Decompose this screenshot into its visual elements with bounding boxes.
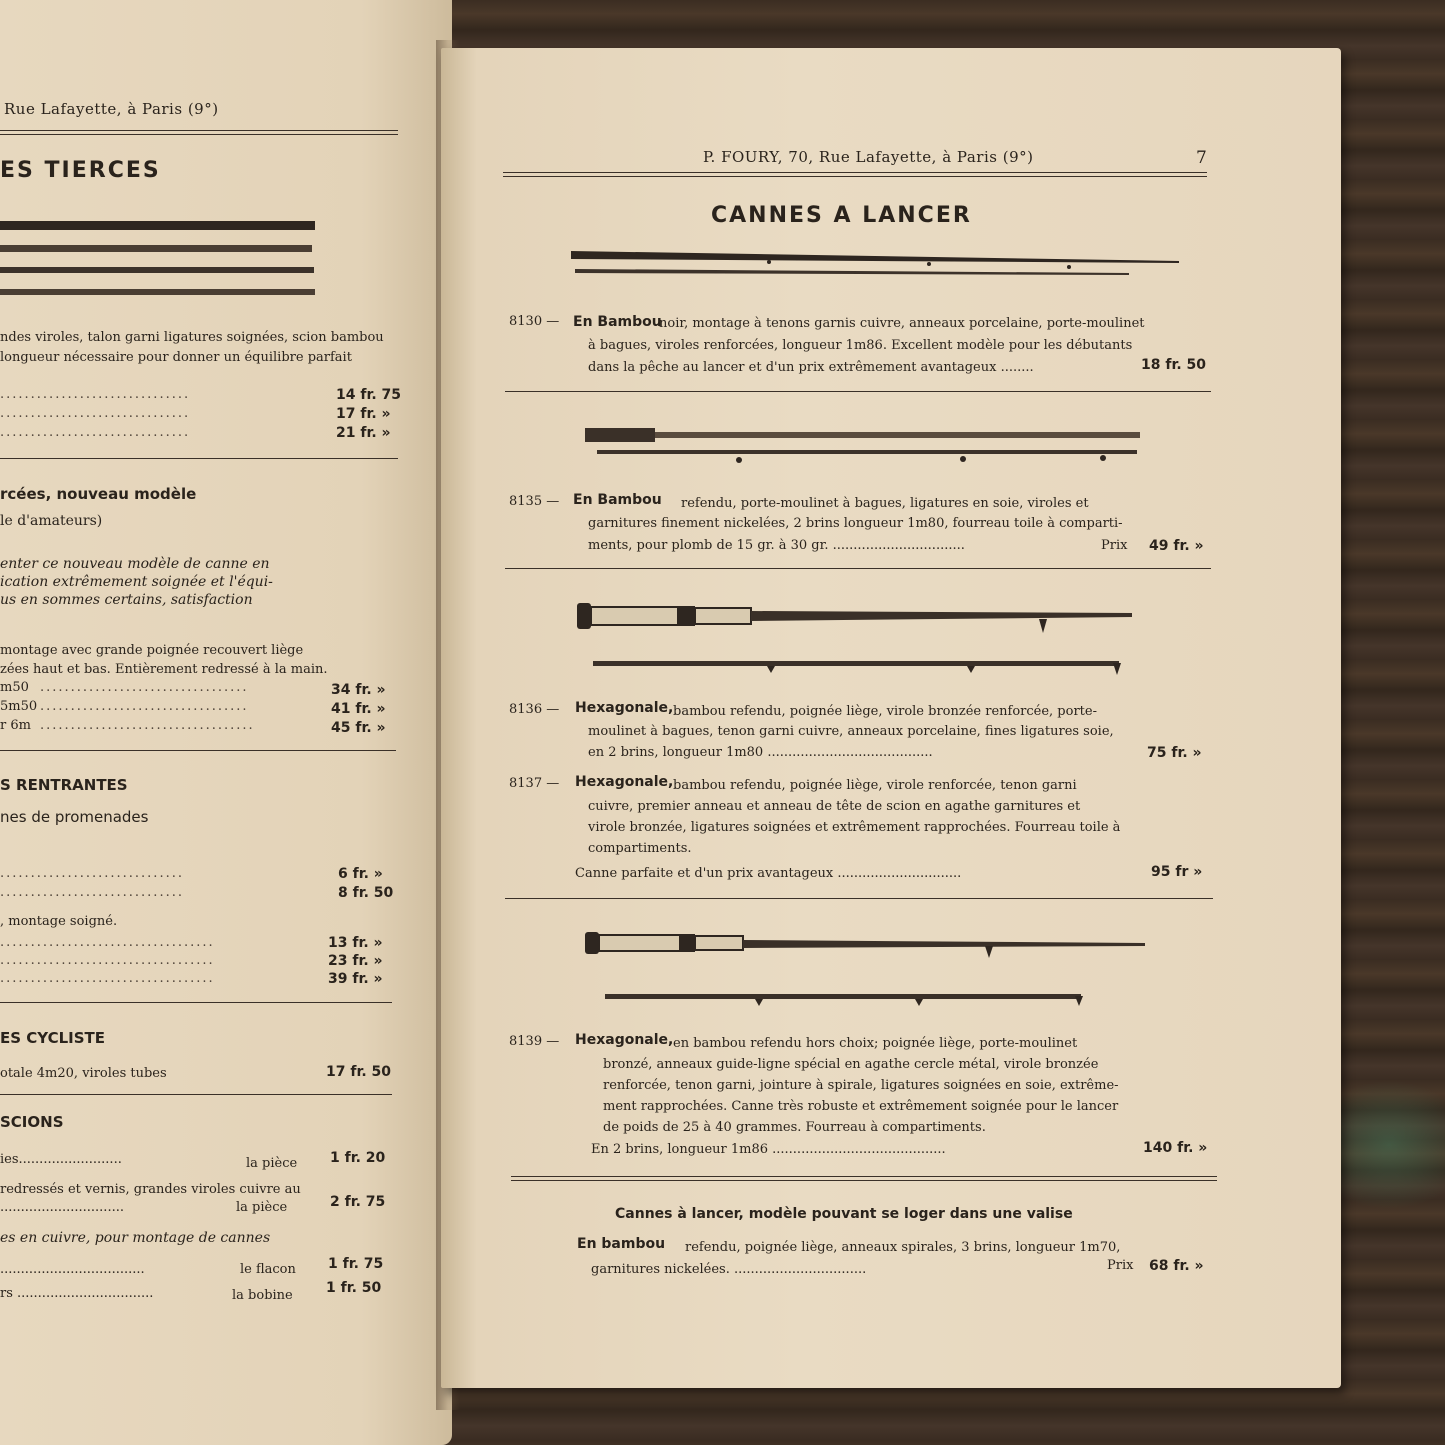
item-8130-line-2: à bagues, viroles renforcées, longueur 1m86. Excellent modèle pour les débutants — [588, 338, 1133, 353]
item-8139-line-2: bronzé, anneaux guide-ligne spécial en agathe cercle métal, virole bronzée — [603, 1057, 1099, 1072]
item-8135-price-label: Prix — [1101, 538, 1128, 553]
item-8139-line-1: en bambou refendu hors choix; poignée liège, porte-moulinet — [673, 1036, 1078, 1051]
item-8130-line-1: noir, montage à tenons garnis cuivre, anneaux porcelaine, porte-moulinet — [659, 316, 1145, 331]
valise-price-label: Prix — [1107, 1258, 1134, 1273]
left-price-5: 41 fr. » — [331, 701, 386, 717]
right-header-rule — [503, 172, 1207, 177]
left-rule-4 — [0, 1094, 392, 1095]
left-desc-line-1: ndes viroles, talon garni ligatures soignées, scion bambou — [0, 330, 384, 345]
left-dots-5: .................................. — [40, 699, 249, 714]
left-price-2: 17 fr. » — [336, 406, 391, 422]
right-page-header: P. FOURY, 70, Rue Lafayette, à Paris (9°) — [703, 148, 1034, 166]
left-section-4-text: otale 4m20, viroles tubes — [0, 1066, 167, 1081]
item-8139-line-4: ment rapprochées. Canne très robuste et extrêmement soignée pour le lancer — [603, 1099, 1119, 1114]
left-page — [0, 0, 452, 1445]
left-length-2: 5m50 — [0, 699, 38, 714]
right-rule-2 — [505, 568, 1211, 569]
left-length-1: m50 — [0, 680, 29, 695]
left-scion-price-3: 2 fr. 75 — [330, 1194, 386, 1210]
left-scion-row-3: .............................. — [0, 1200, 124, 1215]
item-8136-line-1: bambou refendu, poignée liège, virole bronzée renforcée, porte- — [673, 704, 1097, 719]
left-scion-row-5: rs ................................. — [0, 1286, 154, 1301]
item-8139-name: Hexagonale, — [575, 1032, 674, 1048]
item-8137-line-4: compartiments. — [588, 841, 692, 856]
left-dots-4: .................................. — [40, 680, 249, 695]
left-price-9: 13 fr. » — [328, 935, 383, 951]
left-italic-1: enter ce nouveau modèle de canne en — [0, 556, 270, 572]
left-section-3-text: , montage soigné. — [0, 914, 118, 929]
item-8139-extra: En 2 brins, longueur 1m86 .......................................... — [591, 1142, 946, 1157]
item-8139-ref: 8139 — — [509, 1034, 560, 1049]
rods-illustration-left — [0, 215, 320, 305]
left-dots-10: ................................... — [0, 953, 215, 968]
item-8137-line-2: cuivre, premier anneau et anneau de tête de scion en agathe garnitures et — [588, 799, 1081, 814]
item-8135-line-2: garnitures finement nickelées, 2 brins longueur 1m80, fourreau toile à comparti- — [588, 516, 1123, 531]
left-price-6: 45 fr. » — [331, 720, 386, 736]
left-rule-2 — [0, 750, 396, 751]
left-scion-unit-5: la bobine — [232, 1288, 293, 1303]
left-section-3-title: S RENTRANTES — [0, 776, 128, 794]
valise-name: En bambou — [577, 1236, 666, 1252]
left-price-11: 39 fr. » — [328, 971, 383, 987]
left-price-1: 14 fr. 75 — [336, 387, 402, 403]
item-8130-price: 18 fr. 50 — [1141, 357, 1207, 373]
left-dots-1: ............................... — [0, 387, 191, 402]
left-price-10: 23 fr. » — [328, 953, 383, 969]
left-section-3-sub: nes de promenades — [0, 808, 149, 826]
item-8137-ref: 8137 — — [509, 776, 560, 791]
item-8135-line-1: refendu, porte-moulinet à bagues, ligatures en soie, viroles et — [681, 496, 1089, 511]
left-section-2-title: rcées, nouveau modèle — [0, 485, 197, 503]
item-8137-price: 95 fr » — [1151, 864, 1203, 880]
left-scion-row-2: redressés et vernis, grandes viroles cuivre au — [0, 1182, 301, 1197]
left-scion-row-1: ies......................... — [0, 1152, 122, 1167]
left-section-title: ES TIERCES — [0, 158, 161, 183]
item-8130-line-3: dans la pêche au lancer et d'un prix extrêmement avantageux ........ — [588, 360, 1034, 375]
item-8139-line-3: renforcée, tenon garni, jointure à spirale, ligatures soignées en soie, extrême- — [603, 1078, 1119, 1093]
left-price-7: 6 fr. » — [338, 866, 383, 882]
left-scion-unit-3: la pièce — [236, 1200, 288, 1215]
right-rule-1 — [505, 391, 1211, 392]
left-page-header: Rue Lafayette, à Paris (9°) — [4, 100, 219, 118]
item-8136-line-2: moulinet à bagues, tenon garni cuivre, anneaux porcelaine, fines ligatures soie, — [588, 724, 1114, 739]
left-desc-line-2: longueur nécessaire pour donner un équilibre parfait — [0, 350, 352, 365]
left-section-2-text-2: zées haut et bas. Entièrement redressé à la main. — [0, 662, 328, 677]
item-8137-extra: Canne parfaite et d'un prix avantageux .............................. — [575, 866, 962, 881]
item-8135-line-3: ments, pour plomb de 15 gr. à 30 gr. ................................ — [588, 538, 965, 553]
left-scion-unit-4: le flacon — [240, 1262, 296, 1277]
left-price-8: 8 fr. 50 — [338, 885, 394, 901]
left-rule-3 — [0, 1002, 392, 1003]
valise-line-2: garnitures nickelées. ................................ — [591, 1262, 867, 1277]
item-8139-price: 140 fr. » — [1143, 1140, 1208, 1156]
left-dots-2: ............................... — [0, 406, 191, 421]
left-dots-9: ................................... — [0, 935, 215, 950]
item-8136-line-3: en 2 brins, longueur 1m80 ........................................ — [588, 745, 933, 760]
left-italic-2: ication extrêmement soignée et l'équi- — [0, 574, 273, 590]
left-section-4-price: 17 fr. 50 — [326, 1064, 392, 1080]
right-rule-3 — [505, 898, 1213, 899]
item-8135-price: 49 fr. » — [1149, 538, 1204, 554]
item-8130-name: En Bambou — [573, 314, 662, 330]
left-scion-price-1: 1 fr. 20 — [330, 1150, 386, 1166]
left-section-5-italic: es en cuivre, pour montage de cannes — [0, 1230, 271, 1246]
left-length-3: r 6m — [0, 718, 31, 733]
valise-price: 68 fr. » — [1149, 1258, 1204, 1274]
rod-illustration-8139 — [585, 926, 1155, 1016]
left-scion-unit-1: la pièce — [246, 1156, 298, 1171]
valise-title: Cannes à lancer, modèle pouvant se loger dans une valise — [615, 1206, 1073, 1222]
left-header-rule — [0, 130, 398, 135]
left-dots-8: .............................. — [0, 885, 184, 900]
item-8137-name: Hexagonale, — [575, 774, 674, 790]
rod-illustration-8130 — [569, 243, 1189, 283]
left-section-2-sub: le d'amateurs) — [0, 513, 103, 529]
right-page — [441, 48, 1341, 1388]
item-8135-ref: 8135 — — [509, 494, 560, 509]
rod-illustration-8136 — [577, 593, 1147, 683]
left-section-5-title: SCIONS — [0, 1113, 64, 1131]
left-price-3: 21 fr. » — [336, 425, 391, 441]
item-8136-name: Hexagonale, — [575, 700, 674, 716]
left-dots-11: ................................... — [0, 971, 215, 986]
right-rule-4 — [511, 1176, 1217, 1181]
left-scion-price-4: 1 fr. 75 — [328, 1256, 384, 1272]
item-8130-ref: 8130 — — [509, 314, 560, 329]
item-8136-price: 75 fr. » — [1147, 745, 1202, 761]
left-rule-1 — [0, 458, 398, 459]
left-section-2-text-1: montage avec grande poignée recouvert liège — [0, 643, 304, 658]
left-scion-price-5: 1 fr. 50 — [326, 1280, 382, 1296]
item-8135-name: En Bambou — [573, 492, 662, 508]
left-scion-row-4: ................................... — [0, 1262, 145, 1277]
left-dots-3: ............................... — [0, 425, 191, 440]
item-8139-line-5: de poids de 25 à 40 grammes. Fourreau à compartiments. — [603, 1120, 986, 1135]
rod-illustration-8135 — [583, 420, 1163, 470]
item-8137-line-3: virole bronzée, ligatures soignées et extrêmement rapprochées. Fourreau toile à — [588, 820, 1121, 835]
left-section-4-title: ES CYCLISTE — [0, 1029, 106, 1047]
item-8137-line-1: bambou refendu, poignée liège, virole renforcée, tenon garni — [673, 778, 1077, 793]
left-dots-7: .............................. — [0, 866, 184, 881]
page-number: 7 — [1196, 148, 1208, 168]
left-italic-3: us en sommes certains, satisfaction — [0, 592, 253, 608]
left-dots-6: ................................... — [40, 718, 255, 733]
left-price-4: 34 fr. » — [331, 682, 386, 698]
item-8136-ref: 8136 — — [509, 702, 560, 717]
valise-line-1: refendu, poignée liège, anneaux spirales, 3 brins, longueur 1m70, — [685, 1240, 1121, 1255]
right-section-title: CANNES A LANCER — [711, 203, 972, 228]
